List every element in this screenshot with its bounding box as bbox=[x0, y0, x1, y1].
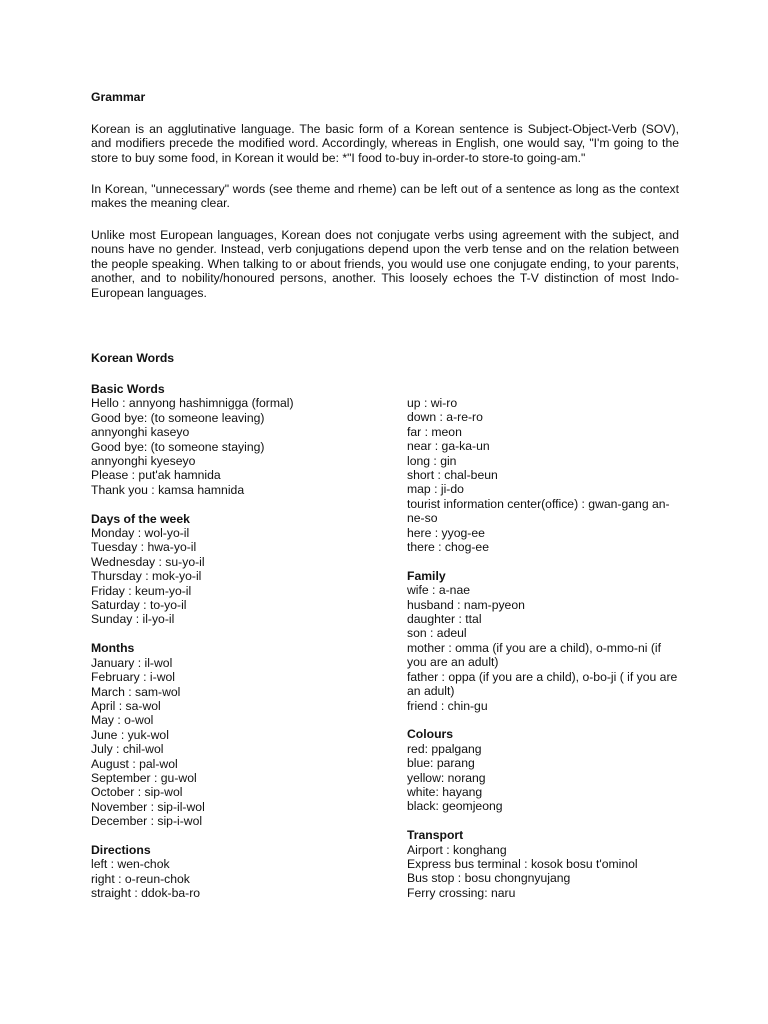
word-entry: right : o-reun-chok bbox=[91, 871, 190, 886]
word-entry: white: hayang bbox=[407, 784, 483, 799]
word-entry: April : sa-wol bbox=[91, 698, 161, 713]
word-entry: husband : nam-pyeon bbox=[407, 597, 525, 612]
word-entry: tourist information center(office) : gwan-gang an-ne-so bbox=[407, 496, 670, 526]
word-entry: near : ga-ka-un bbox=[407, 439, 490, 454]
word-entry: black: geomjeong bbox=[407, 799, 503, 814]
word-entry: up : wi-ro bbox=[407, 396, 458, 410]
word-entry: June : yuk-wol bbox=[91, 727, 169, 742]
word-entry: December : sip-i-wol bbox=[91, 814, 203, 829]
word-entry: father : oppa (if you are a child), o-bo-ji ( if you are an adult) bbox=[407, 669, 678, 699]
grammar-paragraph-1: Korean is an agglutinative language. The basic form of a Korean sentence is Subject-Object-Verb (SOV), and modifiers precede the modified word. Accordingly, whereas in English, one would say, "I'm going to the store to buy some food, in Korean it would be: *"I food to-buy in-order-to store-to going-am." bbox=[91, 122, 679, 165]
word-entry: January : il-wol bbox=[91, 655, 173, 670]
word-entry: map : ji-do bbox=[407, 482, 464, 497]
word-entry: September : gu-wol bbox=[91, 770, 197, 785]
word-entry: Thank you : kamsa hamnida bbox=[91, 482, 245, 497]
word-entry: friend : chin-gu bbox=[407, 698, 488, 713]
word-list bbox=[91, 396, 321, 497]
word-entry: Hello : annyong hashimnigga (formal) bbox=[91, 396, 294, 411]
section-family bbox=[407, 569, 683, 713]
grammar-paragraph-2: In Korean, "unnecessary" words (see theme and rheme) can be left out of a sentence as long as the context makes the meaning clear. bbox=[91, 182, 679, 211]
word-list bbox=[91, 526, 321, 627]
word-entry: Bus stop : bosu chongnyujang bbox=[407, 871, 571, 886]
section-title: Transport bbox=[407, 828, 464, 843]
section-title: Basic Words bbox=[91, 382, 165, 396]
section-title: Directions bbox=[91, 842, 151, 857]
word-entry: August : pal-wol bbox=[91, 756, 178, 771]
word-entry: July : chil-wol bbox=[91, 742, 164, 757]
word-entry: down : a-re-ro bbox=[407, 410, 483, 425]
word-entry: here : yyog-ee bbox=[407, 525, 485, 540]
word-list bbox=[407, 742, 683, 814]
korean-words-heading: Korean Words bbox=[91, 351, 175, 365]
word-list bbox=[407, 583, 683, 713]
word-entry: daughter : ttal bbox=[407, 612, 482, 627]
word-entry: blue: parang bbox=[407, 756, 475, 771]
section-basic-words bbox=[91, 382, 321, 497]
section-title: Family bbox=[407, 568, 446, 583]
section-months bbox=[91, 641, 321, 828]
word-entry: left : wen-chok bbox=[91, 857, 170, 872]
section-title: Days of the week bbox=[91, 511, 190, 526]
left-word-column bbox=[91, 382, 321, 915]
word-entry: Sunday : il-yo-il bbox=[91, 612, 175, 627]
word-entry: Airport : konghang bbox=[407, 842, 507, 857]
word-entry: November : sip-il-wol bbox=[91, 799, 205, 814]
word-entry: son : adeul bbox=[407, 626, 467, 641]
word-list bbox=[91, 656, 321, 829]
word-entry: Wednesday : su-yo-il bbox=[91, 554, 205, 569]
word-entry: Tuesday : hwa-yo-il bbox=[91, 540, 197, 555]
word-list bbox=[91, 857, 321, 900]
word-entry: October : sip-wol bbox=[91, 785, 183, 800]
word-entry: Good bye: (to someone leaving) annyonghi kaseyo bbox=[91, 410, 265, 440]
section-colours bbox=[407, 727, 683, 813]
word-entry: Good bye: (to someone staying) annyonghi kyeseyo bbox=[91, 439, 265, 469]
section-directions-continued bbox=[407, 396, 683, 554]
section-days-of-week bbox=[91, 512, 321, 627]
word-entry: Thursday : mok-yo-il bbox=[91, 569, 202, 584]
word-entry: Please : put'ak hamnida bbox=[91, 468, 221, 483]
word-entry: short : chal-beun bbox=[407, 468, 498, 483]
word-entry: red: ppalgang bbox=[407, 741, 482, 756]
word-entry: long : gin bbox=[407, 453, 457, 468]
word-entry: May : o-wol bbox=[91, 713, 154, 728]
word-entry: mother : omma (if you are a child), o-mmo-ni (if you are an adult) bbox=[407, 640, 661, 670]
word-entry: Monday : wol-yo-il bbox=[91, 526, 190, 541]
section-title: Months bbox=[91, 641, 135, 656]
word-entry: Ferry crossing: naru bbox=[407, 885, 516, 900]
word-entry: straight : ddok-ba-ro bbox=[91, 886, 201, 901]
word-entry: March : sam-wol bbox=[91, 684, 181, 699]
word-entry: February : i-wol bbox=[91, 670, 175, 685]
word-list bbox=[407, 396, 683, 554]
word-entry: Express bus terminal : kosok bosu t'ominol bbox=[407, 856, 638, 871]
section-directions bbox=[91, 843, 321, 901]
word-entry: Saturday : to-yo-il bbox=[91, 598, 187, 613]
section-transport bbox=[407, 828, 683, 900]
grammar-paragraph-3: Unlike most European languages, Korean does not conjugate verbs using agreement with the subject, and nouns have no gender. Instead, verb conjugations depend upon the verb tense and on the relation between the people speaking. When talking to or about friends, you would use one conjugate ending, to your parents, another, and to nobility/honoured persons, another. This loosely echoes the T-V distinction of most Indo-European languages. bbox=[91, 228, 679, 300]
section-title: Colours bbox=[407, 727, 454, 742]
word-entry: far : meon bbox=[407, 424, 462, 439]
word-list bbox=[407, 843, 683, 901]
word-entry: Friday : keum-yo-il bbox=[91, 583, 192, 598]
word-entry: yellow: norang bbox=[407, 770, 486, 785]
word-entry: there : chog-ee bbox=[407, 540, 489, 555]
right-word-column bbox=[407, 396, 683, 915]
word-entry: wife : a-nae bbox=[407, 583, 471, 598]
grammar-heading: Grammar bbox=[91, 90, 146, 104]
